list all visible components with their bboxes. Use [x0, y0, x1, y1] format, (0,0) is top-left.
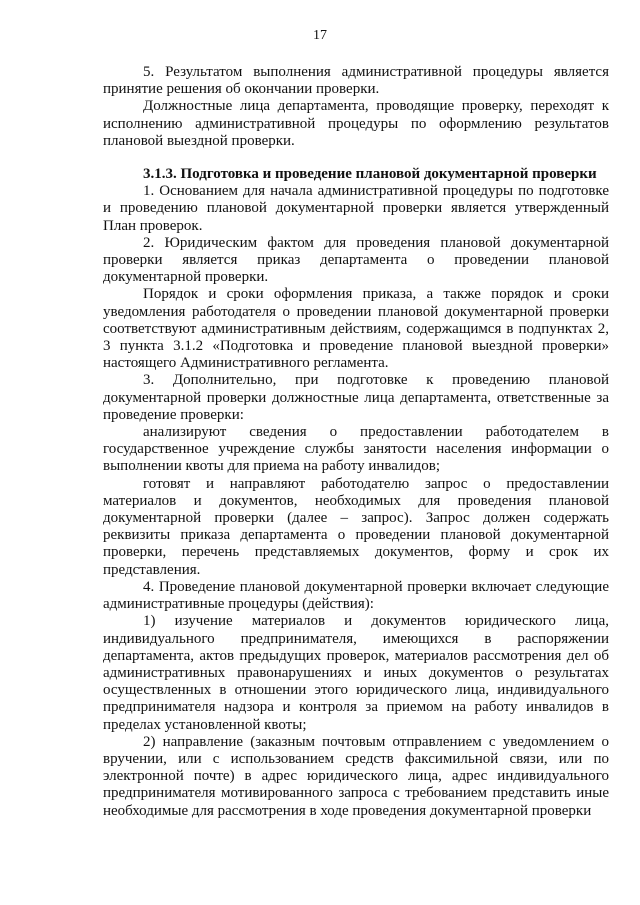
paragraph: 2) направление (заказным почтовым отправлением с уведомлением о вручении, или с использованием средств факсимильной связи, или по электронной почте) в адрес юридического лица, адрес индивидуального предпринимателя мотивированного запроса с требованием представить иные необходимые для рассмотрения в ходе проведения документарной проверки [103, 733, 609, 819]
paragraph: 5. Результатом выполнения административной процедуры является принятие решения об окончании проверки. [103, 64, 609, 98]
paragraph: 2. Юридическим фактом для проведения плановой документарной проверки является приказ департамента о проведении плановой документарной проверки. [103, 234, 609, 286]
paragraph: Должностные лица департамента, проводящие проверку, переходят к исполнению административной процедуры по оформлению результатов плановой выездной проверки. [103, 98, 609, 149]
paragraph: 1) изучение материалов и документов юридического лица, индивидуального предпринимателя, имеющихся в распоряжении департамента, актов предыдущих проверок, материалов рассмотрения дел об административных правонарушениях и иных документов о результатах осуществленных в отношении этого юридического лица, индивидуального предпринимателя надзора и контроля за приемом на работу инвалидов в пределах установленной квоты; [103, 613, 609, 733]
page-number: 17 [313, 28, 327, 43]
section-heading: 3.1.3. Подготовка и проведение плановой документарной проверки [143, 166, 597, 183]
paragraph: 3. Дополнительно, при подготовке к проведению плановой документарной проверки должностные лица департамента, ответственные за проведение проверки: [103, 372, 609, 423]
paragraph: готовят и направляют работодателю запрос о предоставлении материалов и документов, необходимых для проведения плановой документарной проверки (далее – запрос). Запрос должен содержать реквизиты приказа департамента о проведении плановой документарной проверки, перечень представляемых документов, форму и срок их представления. [103, 475, 609, 578]
page-content [103, 64, 609, 820]
paragraph: 1. Основанием для начала административной процедуры по подготовке и проведению плановой документарной проверки является утвержденный План проверок. [103, 183, 609, 234]
paragraph: 4. Проведение плановой документарной проверки включает следующие административные процедуры (действия): [103, 578, 609, 613]
paragraph: Порядок и сроки оформления приказа, а также порядок и сроки уведомления работодателя о проведении плановой документарной проверки соответствуют административным действиям, содержащимся в подпунктах 2, 3 пункта 3.1.2 «Подготовка и проведение плановой выездной проверки» настоящего Административного регламента. [103, 286, 609, 372]
paragraph: анализируют сведения о предоставлении работодателем в государственное учреждение службы занятости населения информации о выполнении квоты для приема на работу инвалидов; [103, 424, 609, 475]
